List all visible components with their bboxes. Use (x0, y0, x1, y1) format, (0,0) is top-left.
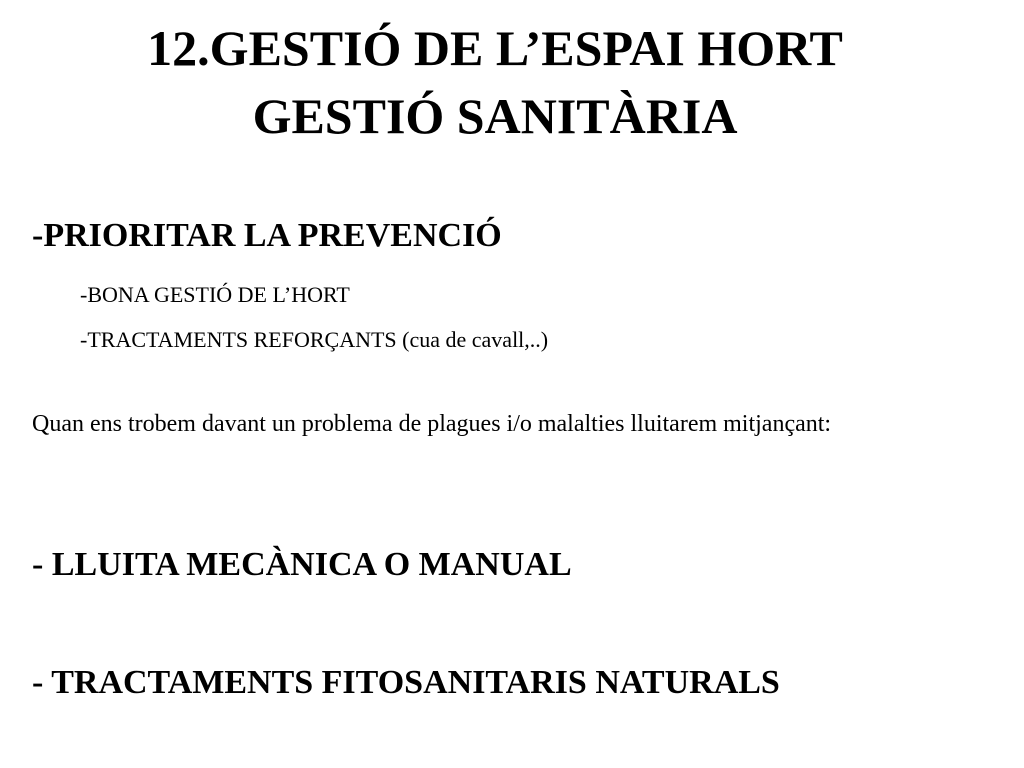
title-line-2: GESTIÓ SANITÀRIA (252, 88, 738, 144)
method-natural-phytosanitary: - TRACTAMENTS FITOSANITARIS NATURALS (32, 664, 780, 701)
prevention-item-strengthening-treatments: -TRACTAMENTS REFORÇANTS (cua de cavall,..) (80, 327, 549, 352)
method-mechanical-manual: - LLUITA MECÀNICA O MANUAL (32, 546, 572, 583)
prevention-item-good-management: -BONA GESTIÓ DE L’HORT (80, 282, 350, 307)
slide-title (0, 14, 990, 150)
prevention-heading: -PRIORITAR LA PREVENCIÓ (32, 217, 502, 254)
intro-paragraph: Quan ens trobem davant un problema de plagues i/o malalties lluitarem mitjançant: (32, 411, 832, 437)
title-line-1: 12.GESTIÓ DE L’ESPAI HORT (147, 20, 843, 76)
